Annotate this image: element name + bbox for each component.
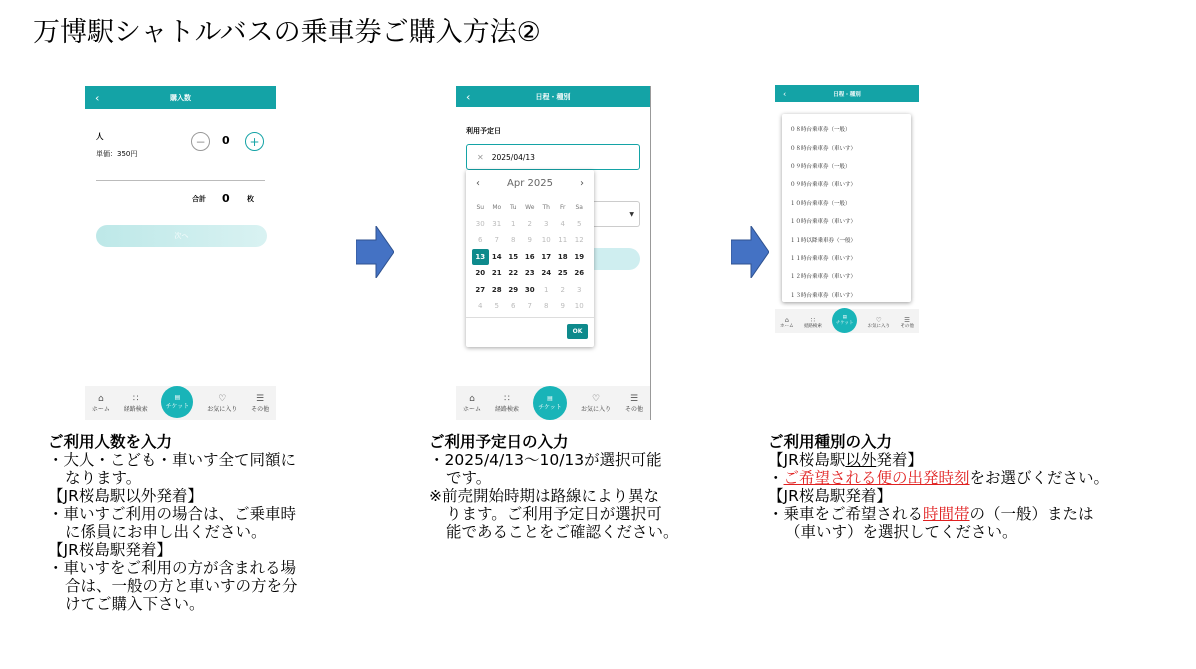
nav-ticket[interactable]: ▤ チケット — [832, 308, 857, 333]
calendar-day[interactable]: 25 — [557, 269, 568, 278]
calendar-day[interactable]: 15 — [508, 252, 519, 261]
dropdown-option[interactable]: １１時以降乗車券（一般） — [790, 237, 857, 244]
calendar-day[interactable]: 16 — [524, 252, 535, 261]
dropdown-option[interactable]: ０９時台乗車券（一般） — [790, 163, 851, 170]
nav-ticket[interactable]: ▤ チケット — [533, 386, 567, 420]
bottom-nav — [775, 309, 919, 333]
arrow-right-icon — [731, 226, 769, 278]
description-line: 【JR桜島駅以外発着】 — [768, 451, 923, 469]
calendar-day[interactable]: 28 — [491, 285, 502, 294]
weekday-label: Sa — [575, 203, 583, 211]
calendar-header — [466, 176, 594, 190]
dropdown-option[interactable]: ０８時台乗車券（一般） — [790, 127, 851, 134]
page-title: 万博駅シャトルバスの乗車券ご購入方法② — [33, 17, 541, 48]
nav-home[interactable]: ⌂ ホーム — [91, 394, 110, 413]
header-title: 購入数 — [170, 93, 191, 102]
dropdown-option[interactable]: １１時台乗車券（車いす） — [790, 255, 857, 262]
ticket-icon: ▤ — [547, 395, 553, 402]
description-heading: ご利用予定日の入力 — [429, 433, 569, 451]
description-line: 【JR桜島駅以外発着】 — [48, 487, 203, 505]
calendar-day[interactable]: 30 — [524, 285, 535, 294]
description-line: （車いす）を選択してください。 — [785, 523, 1018, 541]
description-line: ります。ご利用予定日が選択可 — [446, 505, 662, 523]
calendar-day: 2 — [560, 285, 565, 294]
calendar-day[interactable]: 29 — [508, 285, 519, 294]
calendar-day[interactable]: 17 — [541, 252, 552, 261]
nav-favorites[interactable]: ♡ お気に入り — [867, 315, 891, 329]
description-line: に係員にお申し出ください。 — [65, 523, 267, 541]
description-line: 【JR桜島駅発着】 — [48, 541, 172, 559]
weekday-label: Su — [476, 203, 485, 211]
dropdown-option[interactable]: ０８時台乗車券（車いす） — [790, 145, 857, 152]
calendar-day: 12 — [574, 236, 584, 245]
calendar-day[interactable]: 23 — [524, 269, 535, 278]
menu-icon: ☰ — [256, 394, 265, 404]
calendar-day: 31 — [492, 219, 502, 228]
nav-home[interactable]: ⌂ ホーム — [462, 394, 481, 413]
calendar-day: 8 — [544, 302, 549, 311]
home-icon: ⌂ — [469, 394, 475, 404]
calendar-day: 9 — [527, 236, 532, 245]
home-icon: ⌂ — [98, 394, 104, 404]
phone-date-screen — [456, 86, 651, 420]
calendar-day: 6 — [511, 302, 516, 311]
calendar-day: 4 — [478, 302, 483, 311]
back-icon[interactable]: ‹ — [466, 90, 471, 103]
nav-other[interactable]: ☰ その他 — [624, 394, 643, 413]
caret-down-icon: ▼ — [629, 211, 634, 218]
heart-icon: ♡ — [875, 315, 882, 324]
nav-ticket[interactable]: ▤ チケット — [161, 386, 193, 418]
description-line: ・2025/4/13～10/13が選択可能 — [429, 451, 662, 469]
home-icon: ⌂ — [784, 315, 789, 324]
divider — [466, 317, 594, 318]
calendar-day: 4 — [560, 219, 565, 228]
unit-price: 単価：350円 — [96, 150, 138, 158]
weekday-label: We — [525, 203, 535, 211]
menu-icon: ☰ — [629, 394, 639, 404]
ticket-icon: ▤ — [174, 394, 181, 401]
description-quantity — [48, 433, 298, 613]
clear-icon[interactable]: ✕ — [477, 152, 484, 162]
route-icon: ∷ — [504, 394, 510, 404]
description-line: 能であることをご確認ください。 — [446, 523, 679, 541]
header-title: 日程・種別 — [535, 92, 571, 101]
calendar-day: 1 — [511, 219, 516, 228]
next-button[interactable] — [593, 248, 640, 270]
description-line: ・乗車をご希望される時間帯の（一般）または — [768, 505, 1094, 523]
app-header — [456, 86, 650, 107]
dropdown-option[interactable]: １３時台乗車券（車いす） — [790, 292, 857, 299]
menu-icon: ☰ — [904, 315, 910, 324]
calendar-day: 10 — [574, 302, 584, 311]
date-value: 2025/04/13 — [491, 152, 535, 162]
bottom-nav — [85, 386, 276, 420]
calendar-day: 11 — [558, 236, 568, 245]
header-title: 日程・種別 — [833, 91, 861, 98]
description-date — [429, 433, 679, 541]
back-icon[interactable]: ‹ — [95, 91, 100, 104]
nav-route[interactable]: ∷ 経路検索 — [803, 315, 822, 329]
dropdown-option[interactable]: １２時台乗車券（車いす） — [790, 274, 857, 281]
description-line: ・車いすご利用の場合は、ご乗車時 — [48, 505, 297, 523]
phone-quantity-screen — [85, 86, 276, 420]
weekday-label: Mo — [492, 203, 502, 211]
total-label: 合計 — [192, 195, 206, 203]
description-line: 【JR桜島駅発着】 — [768, 487, 892, 505]
description-type — [768, 433, 1109, 541]
calendar-day[interactable]: 21 — [491, 269, 502, 278]
description-line: です。 — [446, 469, 492, 487]
prev-month-icon[interactable]: ‹ — [476, 177, 480, 189]
date-label: 利用予定日 — [466, 127, 501, 135]
person-label: 人 — [96, 132, 104, 141]
back-icon[interactable]: ‹ — [783, 89, 787, 98]
calendar-day[interactable]: 27 — [475, 285, 486, 294]
description-line: ・車いすをご利用の方が含まれる場 — [48, 559, 297, 577]
total-value: 0 — [222, 192, 230, 205]
calendar-day: 7 — [527, 302, 532, 311]
nav-route[interactable]: ∷ 経路検索 — [494, 394, 519, 413]
nav-other[interactable]: ☰ その他 — [251, 394, 270, 413]
app-header — [85, 86, 276, 109]
calendar-day: 7 — [494, 236, 499, 245]
calendar-grid — [472, 199, 588, 315]
description-heading: ご利用人数を入力 — [48, 433, 173, 451]
route-icon: ∷ — [810, 315, 815, 324]
type-select[interactable] — [593, 201, 640, 227]
calendar-day: 3 — [544, 219, 549, 228]
next-button[interactable]: 次へ — [96, 225, 267, 247]
minus-button[interactable]: − — [191, 132, 210, 151]
description-line: ・大人・こども・車いす全て同額に — [48, 451, 297, 469]
dropdown-option[interactable]: １０時台乗車券（車いす） — [790, 219, 857, 226]
calendar-day[interactable]: 24 — [541, 269, 552, 278]
highlight-text: ご希望される便の出発時刻 — [783, 469, 970, 487]
description-line: 合は、一般の方と車いすの方を分 — [65, 577, 298, 595]
calendar-day: 10 — [541, 236, 551, 245]
description-line: けてご購入下さい。 — [65, 595, 205, 613]
ok-button[interactable]: OK — [567, 324, 588, 339]
weekday-label: Tu — [509, 203, 517, 211]
ticket-icon: ▤ — [842, 315, 847, 320]
calendar-month: Apr 2025 — [507, 177, 553, 189]
total-unit: 枚 — [247, 195, 254, 203]
description-line: ※前売開始時期は路線により異な — [429, 487, 659, 505]
heart-icon: ♡ — [218, 394, 227, 404]
calendar-day: 1 — [544, 285, 549, 294]
calendar-day: 5 — [494, 302, 499, 311]
description-line: ・ご希望される便の出発時刻をお選びください。 — [768, 469, 1110, 487]
plus-button[interactable]: + — [245, 132, 264, 151]
calendar-popup — [466, 170, 594, 347]
calendar-day: 3 — [577, 285, 582, 294]
calendar-day-selected[interactable]: 13 — [472, 249, 489, 266]
bottom-nav — [456, 386, 650, 420]
next-month-icon[interactable]: › — [580, 177, 584, 189]
dropdown-option[interactable]: １０時台乗車券（一般） — [790, 200, 851, 207]
calendar-day: 5 — [577, 219, 582, 228]
nav-other[interactable]: ☰ その他 — [900, 315, 914, 329]
weekday-label: Fr — [560, 203, 566, 211]
nav-favorites[interactable]: ♡ お気に入り — [580, 394, 611, 413]
calendar-day: 30 — [475, 219, 485, 228]
weekday-label: Th — [542, 203, 550, 211]
calendar-day[interactable]: 14 — [491, 252, 502, 261]
route-icon: ∷ — [132, 394, 139, 404]
dropdown-option[interactable]: ０９時台乗車券（車いす） — [790, 182, 857, 189]
description-line: なります。 — [65, 469, 142, 487]
highlight-text: 時間帯 — [923, 505, 970, 523]
nav-home[interactable]: ⌂ ホーム — [780, 315, 794, 329]
calendar-day[interactable]: 19 — [574, 252, 585, 261]
description-heading: ご利用種別の入力 — [768, 433, 893, 451]
phone-type-screen — [775, 85, 919, 333]
calendar-day[interactable]: 26 — [574, 269, 585, 278]
calendar-day: 2 — [527, 219, 532, 228]
date-input[interactable] — [466, 144, 640, 170]
calendar-day[interactable]: 18 — [557, 252, 568, 261]
app-header — [775, 85, 919, 102]
calendar-day[interactable]: 20 — [475, 269, 486, 278]
arrow-right-icon — [356, 226, 394, 278]
quantity-value: 0 — [222, 134, 230, 147]
calendar-day[interactable]: 22 — [508, 269, 519, 278]
heart-icon: ♡ — [591, 394, 601, 404]
divider — [96, 180, 265, 181]
calendar-day: 9 — [560, 302, 565, 311]
calendar-day: 8 — [511, 236, 516, 245]
nav-favorites[interactable]: ♡ お気に入り — [207, 394, 238, 413]
calendar-day: 6 — [478, 236, 483, 245]
nav-route[interactable]: ∷ 経路検索 — [123, 394, 148, 413]
type-dropdown — [782, 114, 911, 302]
